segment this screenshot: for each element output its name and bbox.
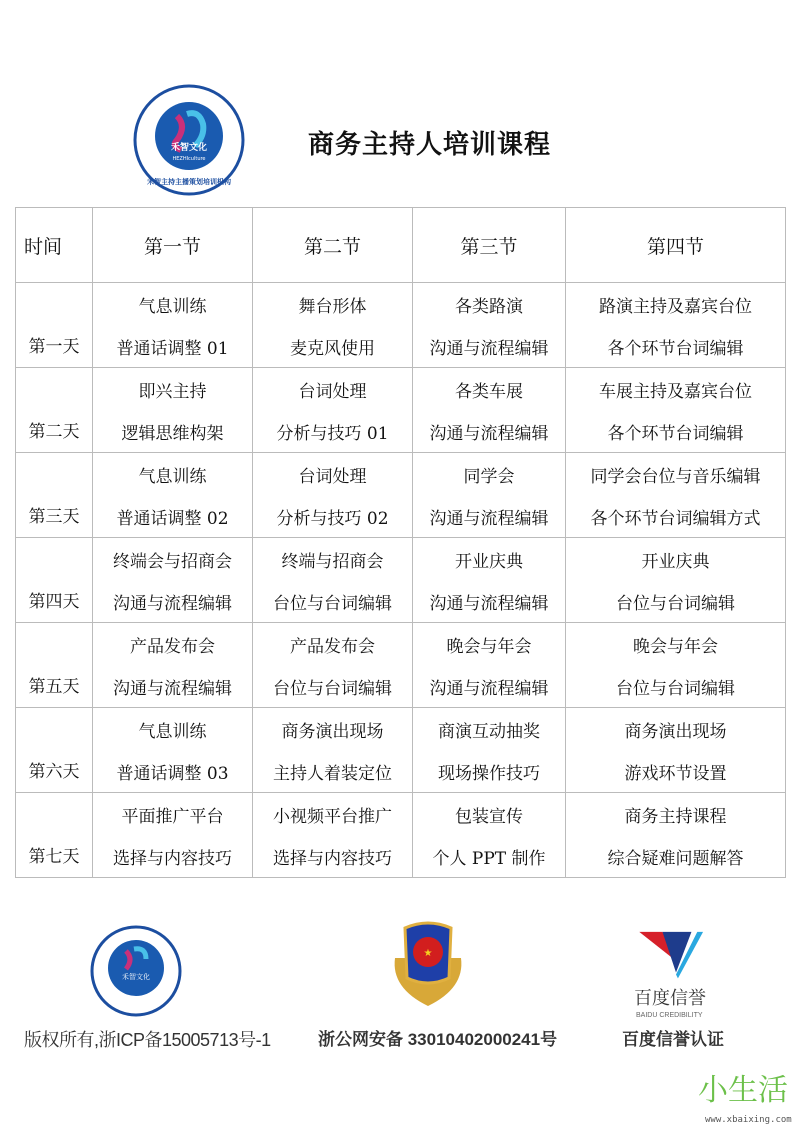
course-cell-line: 气息训练 [93,708,253,751]
page-title: 商务主持人培训课程 [308,130,552,160]
day-label: 第七天 [16,793,93,878]
course-cell-line: 逻辑思维构架 [93,410,253,453]
course-cell-line: 台位与台词编辑 [566,580,786,623]
day-label: 第五天 [16,623,93,708]
course-cell-line: 各类车展 [413,368,566,411]
svg-text:★: ★ [423,948,433,959]
course-cell-line: 商务演出现场 [566,708,786,751]
table-row [16,580,786,623]
course-cell-line: 沟通与流程编辑 [413,665,566,708]
course-cell-line: 普通话调整 03 [93,750,253,793]
baidu-logo-text: 百度信誉 [634,988,706,1008]
course-cell-line: 晚会与年会 [566,623,786,666]
table-row [16,325,786,368]
course-cell-line: 现场操作技巧 [413,750,566,793]
course-cell-line: 同学会 [413,453,566,496]
course-cell-line: 沟通与流程编辑 [93,580,253,623]
course-cell-line: 个人 PPT 制作 [413,835,566,878]
course-cell-line: 沟通与流程编辑 [413,495,566,538]
course-cell-line: 晚会与年会 [413,623,566,666]
course-cell-line: 分析与技巧 02 [253,495,413,538]
table-header-row [16,208,786,283]
header-time: 时间 [16,208,93,283]
course-cell-line: 选择与内容技巧 [93,835,253,878]
course-cell-line: 普通话调整 01 [93,325,253,368]
course-cell-line: 游戏环节设置 [566,750,786,793]
baidu-credibility-text[interactable]: 百度信誉认证 [622,1030,724,1049]
watermark-logo: 小生活 [698,1074,788,1107]
svg-text:禾智主持主播策划培训机构: 禾智主持主播策划培训机构 [147,178,231,186]
course-cell-line: 开业庆典 [566,538,786,581]
course-cell-line: 选择与内容技巧 [253,835,413,878]
course-cell-line: 包装宣传 [413,793,566,836]
course-cell-line: 小视频平台推广 [253,793,413,836]
course-cell-line: 气息训练 [93,283,253,326]
course-cell-line: 各个环节台词编辑 [566,410,786,453]
header-session-4: 第四节 [566,208,786,283]
course-cell-line: 分析与技巧 01 [253,410,413,453]
table-row [16,623,786,666]
table-row [16,793,786,836]
table-row [16,538,786,581]
day-label: 第二天 [16,368,93,453]
course-cell-line: 沟通与流程编辑 [413,580,566,623]
watermark-url: www.xbaixing.com [705,1115,792,1125]
day-label: 第一天 [16,283,93,368]
course-cell-line: 各类路演 [413,283,566,326]
header-session-2: 第二节 [253,208,413,283]
course-cell-line: 各个环节台词编辑 [566,325,786,368]
police-badge-icon [385,918,471,1010]
course-cell-line: 气息训练 [93,453,253,496]
course-cell-line: 平面推广平台 [93,793,253,836]
course-cell-line: 终端与招商会 [253,538,413,581]
company-logo [133,84,245,196]
table-row [16,708,786,751]
course-cell-line: 台位与台词编辑 [253,580,413,623]
course-cell-line: 商演互动抽奖 [413,708,566,751]
table-row [16,410,786,453]
course-cell-line: 沟通与流程编辑 [413,410,566,453]
baidu-logo-subtext: BAIDU CREDIBILITY [636,1012,703,1019]
course-cell-line: 沟通与流程编辑 [413,325,566,368]
course-cell-line: 同学会台位与音乐编辑 [566,453,786,496]
course-cell-line: 开业庆典 [413,538,566,581]
course-cell-line: 车展主持及嘉宾台位 [566,368,786,411]
table-row [16,495,786,538]
day-label: 第六天 [16,708,93,793]
baidu-credibility-logo [636,930,716,988]
course-schedule-table [15,207,786,878]
course-cell-line: 台词处理 [253,453,413,496]
course-cell-line: 商务主持课程 [566,793,786,836]
icp-record-text[interactable]: 版权所有,浙ICP备15005713号-1 [24,1030,271,1050]
day-label: 第三天 [16,453,93,538]
course-cell-line: 主持人着装定位 [253,750,413,793]
table-row [16,835,786,878]
svg-text:禾智文化: 禾智文化 [170,143,208,153]
course-cell-line: 台位与台词编辑 [566,665,786,708]
table-row [16,750,786,793]
table-row [16,665,786,708]
course-cell-line: 商务演出现场 [253,708,413,751]
course-cell-line: 麦克风使用 [253,325,413,368]
course-cell-line: 沟通与流程编辑 [93,665,253,708]
svg-text:禾智文化: 禾智文化 [122,973,150,981]
table-row [16,283,786,326]
course-cell-line: 产品发布会 [93,623,253,666]
svg-text:HEZHIculture: HEZHIculture [172,156,206,162]
course-cell-line: 即兴主持 [93,368,253,411]
course-cell-line: 普通话调整 02 [93,495,253,538]
header-session-1: 第一节 [93,208,253,283]
course-cell-line: 综合疑难问题解答 [566,835,786,878]
course-cell-line: 各个环节台词编辑方式 [566,495,786,538]
course-cell-line: 终端会与招商会 [93,538,253,581]
course-cell-line: 台位与台词编辑 [253,665,413,708]
table-row [16,453,786,496]
course-cell-line: 产品发布会 [253,623,413,666]
day-label: 第四天 [16,538,93,623]
course-cell-line: 路演主持及嘉宾台位 [566,283,786,326]
course-cell-line: 台词处理 [253,368,413,411]
table-row [16,368,786,411]
course-cell-line: 舞台形体 [253,283,413,326]
company-seal-logo [90,925,182,1017]
header-session-3: 第三节 [413,208,566,283]
police-record-text[interactable]: 浙公网安备 33010402000241号 [318,1030,558,1049]
